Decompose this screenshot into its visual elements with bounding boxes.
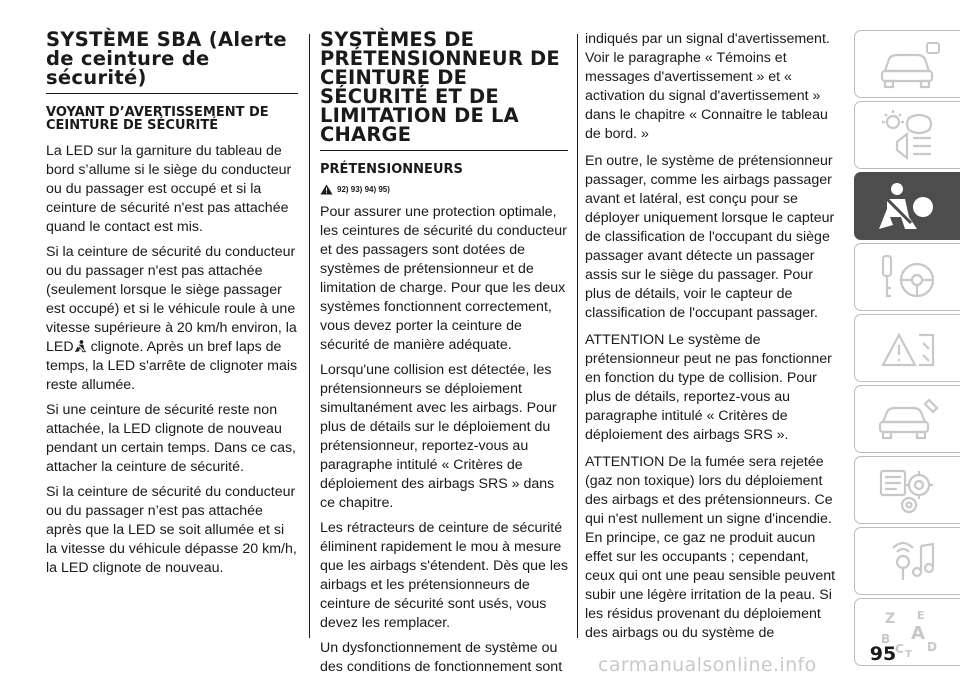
column-sba bbox=[46, 30, 298, 584]
car-icon bbox=[873, 37, 943, 91]
paragraph-attention: ATTENTION Le système de prétensionneur peut ne pas fonctionner en fonction du type de collision. Pour plus de détails, reportez-vous au paragraphe intitulé « Critères de déploiement des airbags SRS ». bbox=[585, 332, 832, 443]
chapter-tab-multimedia[interactable] bbox=[854, 527, 960, 595]
dashboard-lights-icon bbox=[873, 108, 943, 162]
chapter-tab-emergency[interactable] bbox=[854, 314, 960, 382]
paragraph: Les rétracteurs de ceinture de sécurité éliminent rapidement le mou à mesure que les airbags s'étendent. Dès que les airbags et les prétensionneurs de ceinture de sécurité sont usés, vous devez les remplacer. bbox=[320, 520, 568, 631]
index-letter: A bbox=[910, 623, 925, 644]
paragraph-text: clignote. Après un bref laps de temps, la LED s'arrête de clignoter mais reste allumée. bbox=[46, 339, 298, 393]
chapter-tab-safety[interactable] bbox=[854, 172, 960, 240]
reference-numbers: 92) 93) 94) 95) bbox=[337, 185, 390, 194]
chapter-tabs bbox=[854, 30, 960, 669]
section-title-pretensioner: SYSTÈMES DE PRÉTENSIONNEUR DE CEINTURE DE SÉCURITÉ ET DE LIMITATION DE LA CHARGE bbox=[320, 30, 568, 151]
index-letter: D bbox=[926, 640, 937, 654]
subsection-title-pretensioners: PRÉTENSIONNEURS bbox=[320, 162, 463, 177]
warning-references bbox=[320, 184, 568, 195]
car-service-icon bbox=[873, 392, 943, 446]
seatbelt-airbag-icon bbox=[873, 179, 943, 233]
chapter-tab-starting[interactable] bbox=[854, 243, 960, 311]
seatbelt-warning-icon bbox=[74, 340, 87, 353]
paragraph: Si une ceinture de sécurité reste non attachée, la LED clignote de nouveau pendant un certain temps. Dans ce cas, attacher la ceinture de sécurité. bbox=[46, 402, 296, 475]
chapter-tab-servicing[interactable] bbox=[854, 385, 960, 453]
subsection-title-warning-light: VOYANT D’AVERTISSEMENT DE CEINTURE DE SÉCURITÉ bbox=[46, 105, 269, 133]
warning-triangle-icon bbox=[873, 321, 943, 375]
gears-maintenance-icon bbox=[873, 463, 943, 517]
chapter-tab-vehicle[interactable] bbox=[854, 30, 960, 98]
index-letter: B bbox=[880, 632, 890, 646]
paragraph: Pour assurer une protection optimale, les ceintures de sécurité du conducteur et des passagers sont dotées de systèmes de prétensionneur et de limitation de charge. Pour que les deux systèmes fonctionnent correctement, vous devez porter la ceinture de sécurité de manière adéquate. bbox=[320, 204, 567, 353]
index-letter: C bbox=[894, 642, 904, 656]
column-divider bbox=[309, 34, 310, 638]
watermark: carmanualsonline.info bbox=[598, 654, 817, 676]
column-continued bbox=[585, 30, 839, 651]
paragraph-text: Si la ceinture de sécurité du conducteur ou du passager n'est pas attachée (seulement lorsque le siège passager est occupé) et si le véhicule roule à une vitesse supérieure à 20 km/h environ, la LED bbox=[46, 244, 297, 355]
key-steering-wheel-icon bbox=[873, 250, 943, 304]
index-letter: Z bbox=[884, 611, 895, 627]
chapter-tab-technical[interactable] bbox=[854, 456, 960, 524]
paragraph: Si la ceinture de sécurité du conducteur ou du passager n’est pas attachée après que la LED se soit allumée et si la vitesse du véhicule dépasse 20 km/h, la LED clignote de nouveau. bbox=[46, 484, 297, 576]
warning-triangle-icon bbox=[320, 184, 333, 195]
paragraph-led bbox=[46, 243, 298, 395]
paragraph: Un dysfonctionnement de système ou des conditions de fonctionnement sont bbox=[320, 640, 563, 675]
index-letter: E bbox=[916, 609, 925, 622]
paragraph: Lorsqu'une collision est détectée, les prétensionneurs se déploiement simultanément avec les airbags. Pour plus de détails sur le déploiement du prétensionneur, reportez-vous au paragraphe intitulé « Critères de déploiement des airbags SRS » dans ce chapitre. bbox=[320, 362, 557, 511]
chapter-tab-dashboard[interactable] bbox=[854, 101, 960, 169]
column-pretensioners bbox=[320, 30, 568, 678]
paragraph: En outre, le système de prétensionneur passager, comme les airbags passager avant et latéral, est conçu pour se déployer uniquement lorsque le capteur de classification de l'occupant du siège passager avant détecte un passager assis sur le siège du passager. Pour plus de détails, voir le capteur de classification de l'occupant passager. bbox=[585, 153, 835, 321]
section-title-sba: SYSTÈME SBA (Alerte de ceinture de sécurité) bbox=[46, 30, 298, 94]
multimedia-icon bbox=[873, 534, 943, 588]
paragraph-attention: ATTENTION De la fumée sera rejetée (gaz non toxique) lors du déploiement des airbags et des prétensionneurs. Ce qui n'est nullement un signe d'incendie. En principe, ce gaz ne produit aucun effet sur les occupants ; cependant, ceux qui ont une peau sensible peuvent subir une légère irritation de la peau. Si les résidus provenant du déploiement des airbags ou du système de bbox=[585, 454, 836, 641]
column-divider bbox=[577, 34, 578, 638]
page-number: 95 bbox=[869, 643, 897, 665]
paragraph: La LED sur la garniture du tableau de bord s’allume si le siège du conducteur ou du passager est occupé et si la ceinture de sécurité n'est pas attachée quand le contact est mis. bbox=[46, 143, 292, 235]
paragraph: indiqués par un signal d'avertissement. Voir le paragraphe « Témoins et messages d'avertissement » et « activation du signal d'avertissement » dans le chapitre « Connaitre le tableau de bord. » bbox=[585, 31, 830, 142]
index-letter: T bbox=[904, 649, 912, 659]
